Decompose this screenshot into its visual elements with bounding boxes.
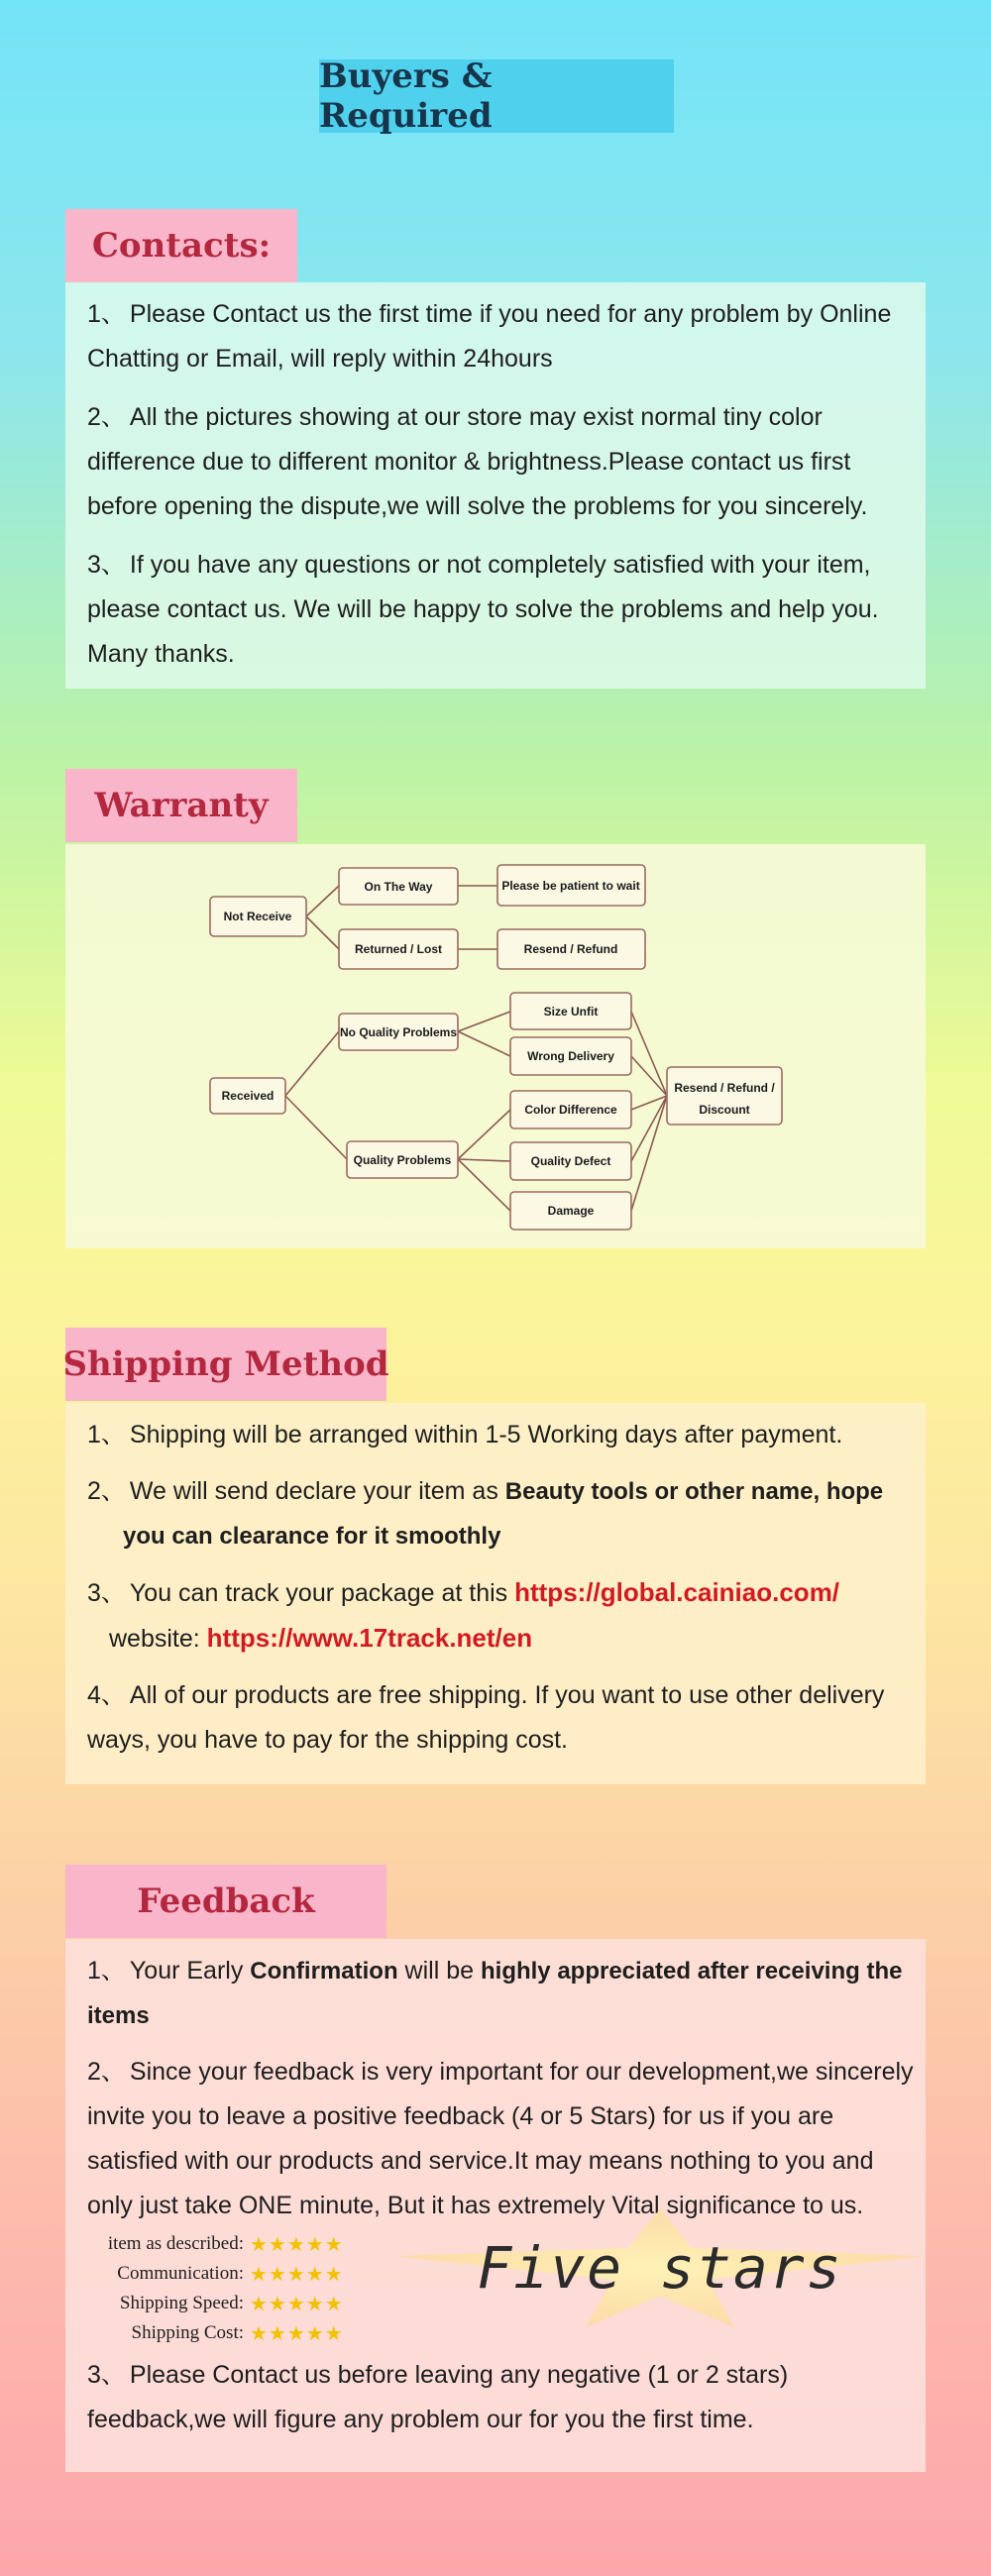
label-resend-refund-discount-1: Resend / Refund / (674, 1081, 775, 1095)
star-icons: ★★★★★ (250, 2233, 344, 2256)
cainiao-link[interactable]: https://global.cainiao.com/ (514, 1577, 840, 1607)
feedback-heading: Feedback (65, 1865, 386, 1938)
five-stars-text: Five stars (477, 2234, 843, 2302)
shipping-item-2: 2、 We will send declare your item as Beauty tools or other name, hope you can clearance for it smoothly (87, 1477, 884, 1550)
shipping-panel (65, 1403, 926, 1784)
label-be-patient: Please be patient to wait (501, 879, 640, 893)
label-on-the-way: On The Way (364, 880, 433, 894)
rating-row: Shipping Speed: ★★★★★ (119, 2293, 344, 2315)
warranty-panel (65, 844, 926, 1248)
page-title: Buyers & Required (319, 59, 674, 133)
feedback-item-1: 1、 Your Early Confirmation will be highly appreciated after receiving the items (87, 1957, 903, 2029)
label-not-receive: Not Receive (223, 910, 292, 923)
star-icons: ★★★★★ (250, 2293, 344, 2315)
contacts-item-3: 3、 If you have any questions or not completely satisfied with your item, please contact us. We will be happy to solve the problems and help you. Many thanks. (87, 551, 879, 668)
label-quality-defect: Quality Defect (530, 1154, 611, 1168)
shipping-item-3: 3、 You can track your package at this https://global.cainiao.com/ website: https://www.17track.net/en (87, 1577, 840, 1653)
label-color-difference: Color Difference (524, 1103, 617, 1117)
feedback-item-2: 2、 Since your feedback is very important for our development,we sincerely invite you to leave a positive feedback (4 or 5 Stars) for us if you are satisfied with our products and service.It may means nothing to you and only just take ONE minute, But it has extremely Vital significance to us. (87, 2058, 914, 2219)
label-wrong-delivery: Wrong Delivery (527, 1049, 614, 1063)
feedback-item-3: 3、 Please Contact us before leaving any negative (1 or 2 stars) feedback,we will figure any problem our for you the first time. (87, 2361, 789, 2433)
shipping-item-4: 4、 All of our products are free shipping. If you want to use other delivery ways, you have to pay for the shipping cost. (87, 1681, 885, 1754)
feedback-panel (65, 1939, 926, 2472)
warranty-heading: Warranty (65, 769, 297, 842)
contacts-item-2: 2、 All the pictures showing at our store may exist normal tiny color difference due to different monitor & brightness.Please contact us first before opening the dispute,we will solve the problems for you sincerely. (87, 403, 868, 520)
shipping-item-1: 1、 Shipping will be arranged within 1-5 Working days after payment. (87, 1421, 843, 1449)
label-no-quality: No Quality Problems (339, 1025, 458, 1039)
contacts-item-1: 1、 Please Contact us the first time if you need for any problem by Online Chatting or Email, will reply within 24hours (87, 300, 892, 373)
warranty-flow-diagram (65, 844, 926, 1248)
label-resend-refund-discount-2: Discount (699, 1103, 750, 1117)
label-damage: Damage (547, 1204, 595, 1218)
star-icons: ★★★★★ (250, 2322, 344, 2345)
17track-link[interactable]: https://www.17track.net/en (206, 1623, 533, 1653)
label-resend-refund: Resend / Refund (523, 942, 618, 956)
star-icons: ★★★★★ (250, 2263, 344, 2286)
label-size-unfit: Size Unfit (543, 1005, 599, 1019)
shipping-heading: Shipping Method (65, 1328, 386, 1401)
rating-row: Communication: ★★★★★ (117, 2263, 344, 2286)
rating-list (87, 2229, 404, 2348)
label-quality: Quality Problems (353, 1153, 452, 1167)
contacts-panel (65, 282, 926, 689)
rating-row: Shipping Cost: ★★★★★ (131, 2322, 344, 2345)
contacts-heading: Contacts: (65, 209, 297, 282)
five-stars-banner (392, 2208, 928, 2327)
rating-row: item as described: ★★★★★ (107, 2233, 344, 2256)
label-returned-lost: Returned / Lost (354, 942, 443, 956)
label-received: Received (221, 1089, 275, 1103)
